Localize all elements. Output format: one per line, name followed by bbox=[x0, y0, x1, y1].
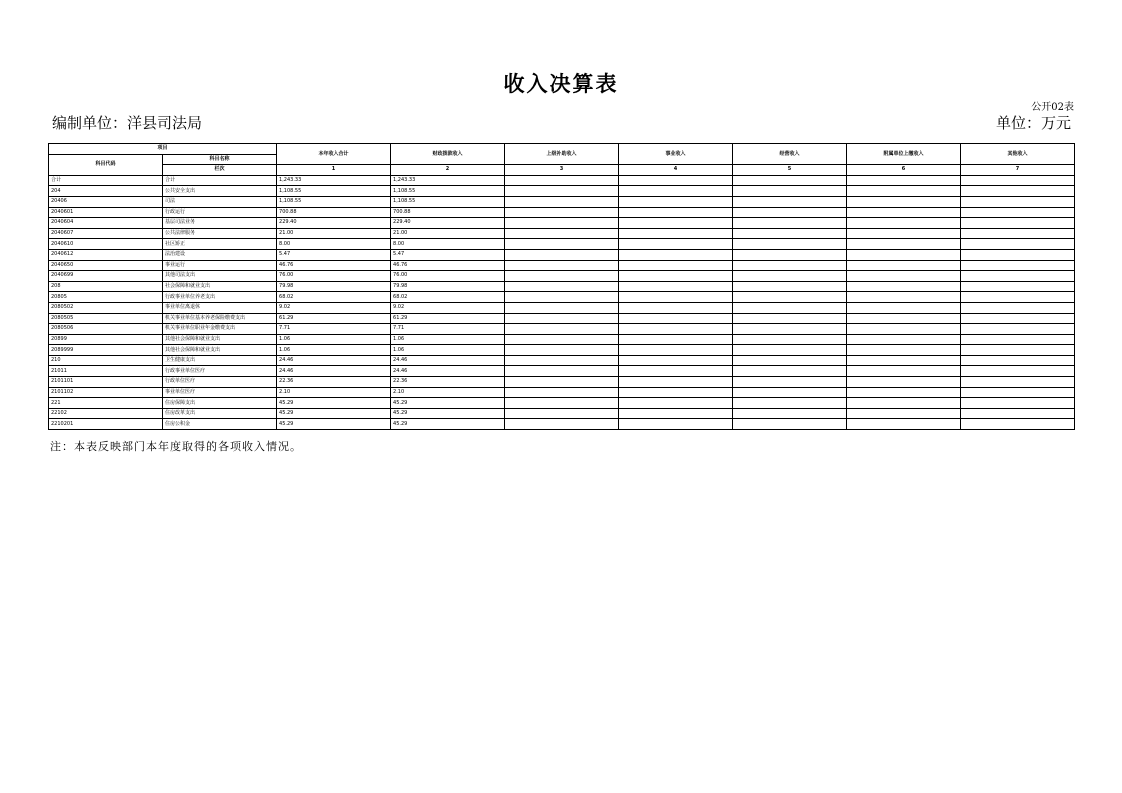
business-cell bbox=[619, 355, 733, 366]
business-cell bbox=[619, 334, 733, 345]
name-cell: 其他司法支出 bbox=[163, 271, 277, 282]
fiscal-cell: 700.88 bbox=[391, 207, 505, 218]
header-code: 科目代码 bbox=[49, 154, 163, 175]
business-cell bbox=[619, 324, 733, 335]
other-cell bbox=[961, 207, 1075, 218]
business-cell bbox=[619, 292, 733, 303]
fiscal-cell: 24.46 bbox=[391, 366, 505, 377]
other-cell bbox=[961, 355, 1075, 366]
fiscal-cell: 1.06 bbox=[391, 334, 505, 345]
superior-cell bbox=[505, 408, 619, 419]
superior-cell bbox=[505, 292, 619, 303]
affiliate-cell bbox=[847, 196, 961, 207]
superior-cell bbox=[505, 366, 619, 377]
affiliate-cell bbox=[847, 398, 961, 409]
superior-cell bbox=[505, 345, 619, 356]
superior-cell bbox=[505, 398, 619, 409]
affiliate-cell bbox=[847, 239, 961, 250]
other-cell bbox=[961, 228, 1075, 239]
col-index-2: 2 bbox=[391, 165, 505, 176]
code-cell: 20899 bbox=[49, 334, 163, 345]
total-cell: 8.00 bbox=[277, 239, 391, 250]
fiscal-cell: 45.29 bbox=[391, 398, 505, 409]
operating-cell bbox=[733, 302, 847, 313]
fiscal-cell: 79.98 bbox=[391, 281, 505, 292]
superior-cell bbox=[505, 313, 619, 324]
operating-cell bbox=[733, 271, 847, 282]
business-cell bbox=[619, 419, 733, 430]
operating-cell bbox=[733, 313, 847, 324]
business-cell bbox=[619, 207, 733, 218]
business-cell bbox=[619, 175, 733, 186]
operating-cell bbox=[733, 239, 847, 250]
name-cell: 事业单位离退休 bbox=[163, 302, 277, 313]
total-cell: 2.10 bbox=[277, 387, 391, 398]
affiliate-cell bbox=[847, 271, 961, 282]
superior-cell bbox=[505, 281, 619, 292]
operating-cell bbox=[733, 324, 847, 335]
fiscal-cell: 8.00 bbox=[391, 239, 505, 250]
total-cell: 229.40 bbox=[277, 218, 391, 229]
fiscal-cell: 24.46 bbox=[391, 355, 505, 366]
header-col-2: 财政拨款收入 bbox=[391, 144, 505, 165]
operating-cell bbox=[733, 366, 847, 377]
operating-cell bbox=[733, 186, 847, 197]
code-cell: 2089999 bbox=[49, 345, 163, 356]
total-cell: 1,108.55 bbox=[277, 196, 391, 207]
table-row bbox=[49, 302, 1075, 313]
affiliate-cell bbox=[847, 334, 961, 345]
name-cell: 其他社会保障和就业支出 bbox=[163, 345, 277, 356]
other-cell bbox=[961, 419, 1075, 430]
operating-cell bbox=[733, 281, 847, 292]
total-cell: 1,243.33 bbox=[277, 175, 391, 186]
header-col-7: 其他收入 bbox=[961, 144, 1075, 165]
fiscal-cell: 61.29 bbox=[391, 313, 505, 324]
fiscal-cell: 5.47 bbox=[391, 249, 505, 260]
superior-cell bbox=[505, 186, 619, 197]
operating-cell bbox=[733, 419, 847, 430]
footnote: 注：本表反映部门本年度取得的各项收入情况。 bbox=[50, 440, 302, 453]
table-row bbox=[49, 313, 1075, 324]
table-row bbox=[49, 419, 1075, 430]
other-cell bbox=[961, 292, 1075, 303]
other-cell bbox=[961, 345, 1075, 356]
header-project: 项目 bbox=[49, 144, 277, 155]
total-cell: 7.71 bbox=[277, 324, 391, 335]
business-cell bbox=[619, 271, 733, 282]
business-cell bbox=[619, 313, 733, 324]
code-cell: 2101102 bbox=[49, 387, 163, 398]
other-cell bbox=[961, 196, 1075, 207]
other-cell bbox=[961, 186, 1075, 197]
superior-cell bbox=[505, 271, 619, 282]
name-cell: 机关事业单位职业年金缴费支出 bbox=[163, 324, 277, 335]
col-index-4: 4 bbox=[619, 165, 733, 176]
table-row bbox=[49, 218, 1075, 229]
other-cell bbox=[961, 302, 1075, 313]
superior-cell bbox=[505, 355, 619, 366]
affiliate-cell bbox=[847, 207, 961, 218]
affiliate-cell bbox=[847, 345, 961, 356]
name-cell: 住房保障支出 bbox=[163, 398, 277, 409]
header-column-label: 栏次 bbox=[163, 165, 277, 176]
affiliate-cell bbox=[847, 355, 961, 366]
table-row bbox=[49, 345, 1075, 356]
code-cell: 合计 bbox=[49, 175, 163, 186]
code-cell: 2040610 bbox=[49, 239, 163, 250]
operating-cell bbox=[733, 292, 847, 303]
business-cell bbox=[619, 398, 733, 409]
business-cell bbox=[619, 196, 733, 207]
superior-cell bbox=[505, 175, 619, 186]
business-cell bbox=[619, 186, 733, 197]
operating-cell bbox=[733, 175, 847, 186]
superior-cell bbox=[505, 324, 619, 335]
name-cell: 公共安全支出 bbox=[163, 186, 277, 197]
col-index-1: 1 bbox=[277, 165, 391, 176]
fiscal-cell: 1,243.33 bbox=[391, 175, 505, 186]
name-cell: 机关事业单位基本养老保险缴费支出 bbox=[163, 313, 277, 324]
code-cell: 2210201 bbox=[49, 419, 163, 430]
table-row bbox=[49, 228, 1075, 239]
total-cell: 46.76 bbox=[277, 260, 391, 271]
fiscal-cell: 1,108.55 bbox=[391, 186, 505, 197]
name-cell: 司法 bbox=[163, 196, 277, 207]
table-row bbox=[49, 186, 1075, 197]
name-cell: 其他社会保障和就业支出 bbox=[163, 334, 277, 345]
affiliate-cell bbox=[847, 324, 961, 335]
code-cell: 221 bbox=[49, 398, 163, 409]
total-cell: 45.29 bbox=[277, 398, 391, 409]
table-row bbox=[49, 334, 1075, 345]
other-cell bbox=[961, 281, 1075, 292]
business-cell bbox=[619, 218, 733, 229]
business-cell bbox=[619, 260, 733, 271]
superior-cell bbox=[505, 218, 619, 229]
business-cell bbox=[619, 366, 733, 377]
superior-cell bbox=[505, 387, 619, 398]
affiliate-cell bbox=[847, 218, 961, 229]
org-label: 编制单位：洋县司法局 bbox=[52, 114, 203, 132]
fiscal-cell: 22.36 bbox=[391, 377, 505, 388]
operating-cell bbox=[733, 377, 847, 388]
code-cell: 2040650 bbox=[49, 260, 163, 271]
table-row bbox=[49, 398, 1075, 409]
name-cell: 法治建设 bbox=[163, 249, 277, 260]
table-row bbox=[49, 377, 1075, 388]
name-cell: 社会保障和就业支出 bbox=[163, 281, 277, 292]
other-cell bbox=[961, 175, 1075, 186]
code-cell: 208 bbox=[49, 281, 163, 292]
operating-cell bbox=[733, 260, 847, 271]
table-row bbox=[49, 207, 1075, 218]
operating-cell bbox=[733, 249, 847, 260]
page-title: 收入决算表 bbox=[503, 71, 619, 96]
code-cell: 2040612 bbox=[49, 249, 163, 260]
other-cell bbox=[961, 249, 1075, 260]
fiscal-cell: 45.29 bbox=[391, 419, 505, 430]
code-cell: 2080506 bbox=[49, 324, 163, 335]
other-cell bbox=[961, 271, 1075, 282]
total-cell: 700.88 bbox=[277, 207, 391, 218]
total-cell: 1.06 bbox=[277, 334, 391, 345]
col-index-6: 6 bbox=[847, 165, 961, 176]
total-cell: 24.46 bbox=[277, 355, 391, 366]
code-cell: 21011 bbox=[49, 366, 163, 377]
code-cell: 20805 bbox=[49, 292, 163, 303]
affiliate-cell bbox=[847, 419, 961, 430]
table-row bbox=[49, 260, 1075, 271]
table-row bbox=[49, 408, 1075, 419]
total-cell: 9.02 bbox=[277, 302, 391, 313]
business-cell bbox=[619, 377, 733, 388]
other-cell bbox=[961, 366, 1075, 377]
business-cell bbox=[619, 387, 733, 398]
name-cell: 事业运行 bbox=[163, 260, 277, 271]
superior-cell bbox=[505, 228, 619, 239]
operating-cell bbox=[733, 387, 847, 398]
superior-cell bbox=[505, 196, 619, 207]
superior-cell bbox=[505, 334, 619, 345]
table-row bbox=[49, 355, 1075, 366]
code-cell: 2040699 bbox=[49, 271, 163, 282]
affiliate-cell bbox=[847, 313, 961, 324]
total-cell: 45.29 bbox=[277, 419, 391, 430]
other-cell bbox=[961, 324, 1075, 335]
superior-cell bbox=[505, 207, 619, 218]
total-cell: 76.00 bbox=[277, 271, 391, 282]
other-cell bbox=[961, 387, 1075, 398]
affiliate-cell bbox=[847, 175, 961, 186]
fiscal-cell: 68.02 bbox=[391, 292, 505, 303]
code-cell: 2040607 bbox=[49, 228, 163, 239]
total-cell: 5.47 bbox=[277, 249, 391, 260]
code-cell: 204 bbox=[49, 186, 163, 197]
code-cell: 210 bbox=[49, 355, 163, 366]
affiliate-cell bbox=[847, 228, 961, 239]
col-index-3: 3 bbox=[505, 165, 619, 176]
operating-cell bbox=[733, 345, 847, 356]
fiscal-cell: 9.02 bbox=[391, 302, 505, 313]
col-index-7: 7 bbox=[961, 165, 1075, 176]
name-cell: 合计 bbox=[163, 175, 277, 186]
affiliate-cell bbox=[847, 260, 961, 271]
business-cell bbox=[619, 302, 733, 313]
business-cell bbox=[619, 228, 733, 239]
code-cell: 20406 bbox=[49, 196, 163, 207]
fiscal-cell: 21.00 bbox=[391, 228, 505, 239]
unit-label: 单位：万元 bbox=[995, 114, 1071, 132]
total-cell: 68.02 bbox=[277, 292, 391, 303]
name-cell: 社区矫正 bbox=[163, 239, 277, 250]
other-cell bbox=[961, 239, 1075, 250]
operating-cell bbox=[733, 398, 847, 409]
header-col-3: 上级补助收入 bbox=[505, 144, 619, 165]
affiliate-cell bbox=[847, 387, 961, 398]
fiscal-cell: 76.00 bbox=[391, 271, 505, 282]
business-cell bbox=[619, 345, 733, 356]
other-cell bbox=[961, 313, 1075, 324]
header-col-4: 事业收入 bbox=[619, 144, 733, 165]
other-cell bbox=[961, 260, 1075, 271]
total-cell: 1.06 bbox=[277, 345, 391, 356]
code-cell: 2040604 bbox=[49, 218, 163, 229]
superior-cell bbox=[505, 239, 619, 250]
name-cell: 住房改革支出 bbox=[163, 408, 277, 419]
affiliate-cell bbox=[847, 302, 961, 313]
total-cell: 22.36 bbox=[277, 377, 391, 388]
col-index-5: 5 bbox=[733, 165, 847, 176]
header-col-6: 附属单位上缴收入 bbox=[847, 144, 961, 165]
name-cell: 事业单位医疗 bbox=[163, 387, 277, 398]
superior-cell bbox=[505, 249, 619, 260]
table-row bbox=[49, 292, 1075, 303]
operating-cell bbox=[733, 408, 847, 419]
superior-cell bbox=[505, 377, 619, 388]
table-row bbox=[49, 196, 1075, 207]
name-cell: 住房公积金 bbox=[163, 419, 277, 430]
other-cell bbox=[961, 218, 1075, 229]
code-cell: 2101101 bbox=[49, 377, 163, 388]
table-row bbox=[49, 175, 1075, 186]
name-cell: 基层司法业务 bbox=[163, 218, 277, 229]
operating-cell bbox=[733, 207, 847, 218]
name-cell: 公共法律服务 bbox=[163, 228, 277, 239]
total-cell: 21.00 bbox=[277, 228, 391, 239]
fiscal-cell: 7.71 bbox=[391, 324, 505, 335]
affiliate-cell bbox=[847, 292, 961, 303]
operating-cell bbox=[733, 228, 847, 239]
code-cell: 2080502 bbox=[49, 302, 163, 313]
affiliate-cell bbox=[847, 186, 961, 197]
name-cell: 行政运行 bbox=[163, 207, 277, 218]
table-body bbox=[49, 175, 1075, 429]
affiliate-cell bbox=[847, 366, 961, 377]
business-cell bbox=[619, 249, 733, 260]
name-cell: 卫生健康支出 bbox=[163, 355, 277, 366]
other-cell bbox=[961, 334, 1075, 345]
fiscal-cell: 2.10 bbox=[391, 387, 505, 398]
superior-cell bbox=[505, 260, 619, 271]
code-cell: 22102 bbox=[49, 408, 163, 419]
operating-cell bbox=[733, 218, 847, 229]
header-col-1: 本年收入合计 bbox=[277, 144, 391, 165]
operating-cell bbox=[733, 196, 847, 207]
affiliate-cell bbox=[847, 377, 961, 388]
name-cell: 行政单位医疗 bbox=[163, 377, 277, 388]
fiscal-cell: 1.06 bbox=[391, 345, 505, 356]
business-cell bbox=[619, 408, 733, 419]
table-row bbox=[49, 387, 1075, 398]
total-cell: 24.46 bbox=[277, 366, 391, 377]
header-col-5: 经营收入 bbox=[733, 144, 847, 165]
table-row bbox=[49, 249, 1075, 260]
operating-cell bbox=[733, 334, 847, 345]
fiscal-cell: 1,108.55 bbox=[391, 196, 505, 207]
fiscal-cell: 46.76 bbox=[391, 260, 505, 271]
header-name: 科目名称 bbox=[163, 154, 277, 165]
total-cell: 79.98 bbox=[277, 281, 391, 292]
fiscal-cell: 229.40 bbox=[391, 218, 505, 229]
superior-cell bbox=[505, 302, 619, 313]
table-row bbox=[49, 271, 1075, 282]
total-cell: 61.29 bbox=[277, 313, 391, 324]
other-cell bbox=[961, 408, 1075, 419]
affiliate-cell bbox=[847, 281, 961, 292]
name-cell: 行政事业单位养老支出 bbox=[163, 292, 277, 303]
table-row bbox=[49, 366, 1075, 377]
superior-cell bbox=[505, 419, 619, 430]
table-row bbox=[49, 281, 1075, 292]
business-cell bbox=[619, 281, 733, 292]
operating-cell bbox=[733, 355, 847, 366]
table-row bbox=[49, 324, 1075, 335]
business-cell bbox=[619, 239, 733, 250]
other-cell bbox=[961, 377, 1075, 388]
other-cell bbox=[961, 398, 1075, 409]
affiliate-cell bbox=[847, 249, 961, 260]
code-cell: 2080505 bbox=[49, 313, 163, 324]
total-cell: 45.29 bbox=[277, 408, 391, 419]
table-row bbox=[49, 239, 1075, 250]
income-table bbox=[48, 143, 1075, 430]
form-number: 公开02表 bbox=[1031, 102, 1074, 113]
total-cell: 1,108.55 bbox=[277, 186, 391, 197]
name-cell: 行政事业单位医疗 bbox=[163, 366, 277, 377]
affiliate-cell bbox=[847, 408, 961, 419]
fiscal-cell: 45.29 bbox=[391, 408, 505, 419]
code-cell: 2040601 bbox=[49, 207, 163, 218]
